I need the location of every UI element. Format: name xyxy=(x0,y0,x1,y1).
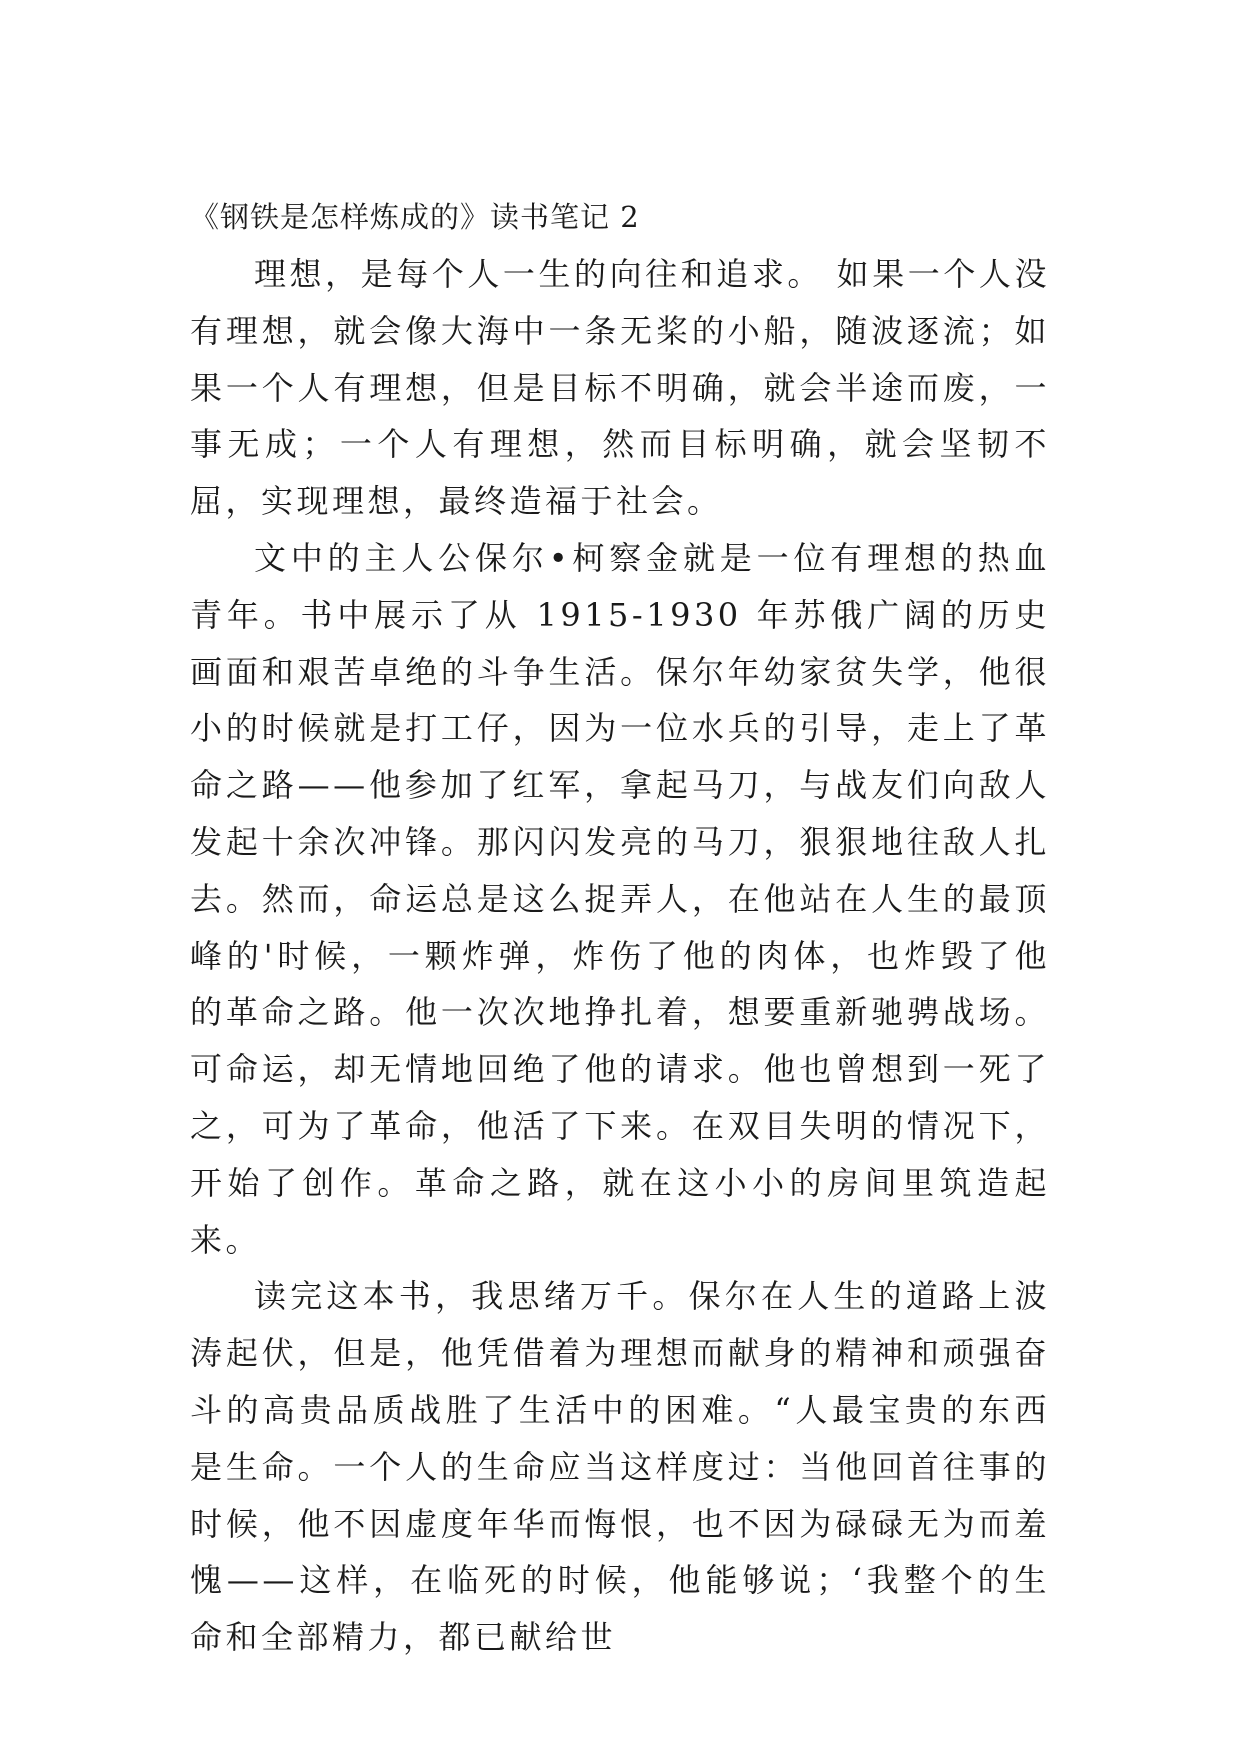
paragraph-pavel-korchagin: 文中的主人公保尔•柯察金就是一位有理想的热血青年。书中展示了从 1915-1930 年苏俄广阔的历史画面和艰苦卓绝的斗争生活。保尔年幼家贫失学，他很小的时候就是打工仔，因为一位水兵的引导，走上了革命之路——他参加了红军，拿起马刀，与战友们向敌人发起十余次冲锋。那闪闪发亮的马刀，狠狠地往敌人扎去。然而，命运总是这么捉弄人，在他站在人生的最顶峰的'时候，一颗炸弹，炸伤了他的肉体，也炸毁了他的革命之路。他一次次地挣扎着，想要重新驰骋战场。可命运，却无情地回绝了他的请求。他也曾想到一死了之，可为了革命，他活了下来。在双目失明的情况下，开始了创作。革命之路，就在这小小的房间里筑造起来。 xyxy=(190,538,1050,1259)
document-body xyxy=(190,188,1050,1666)
document-title: 《钢铁是怎样炼成的》读书笔记 2 xyxy=(190,200,640,234)
paragraph-ideals: 理想，是每个人一生的向往和追求。 如果一个人没有理想，就会像大海中一条无桨的小船，随波逐流；如果一个人有理想，但是目标不明确，就会半途而废，一事无成；一个人有理想，然而目标明确，就会坚韧不屈，实现理想，最终造福于社会。 xyxy=(190,255,1050,521)
paragraph-reflection: 读完这本书，我思绪万千。保尔在人生的道路上波涛起伏，但是，他凭借着为理想而献身的精神和顽强奋斗的高贵品质战胜了生活中的困难。“人最宝贵的东西是生命。一个人的生命应当这样度过：当他回首往事的时候，他不因虚度年华而悔恨，也不因为碌碌无为而羞愧——这样，在临死的时候，他能够说；‘我整个的生命和全部精力，都已献给世 xyxy=(190,1277,1050,1657)
